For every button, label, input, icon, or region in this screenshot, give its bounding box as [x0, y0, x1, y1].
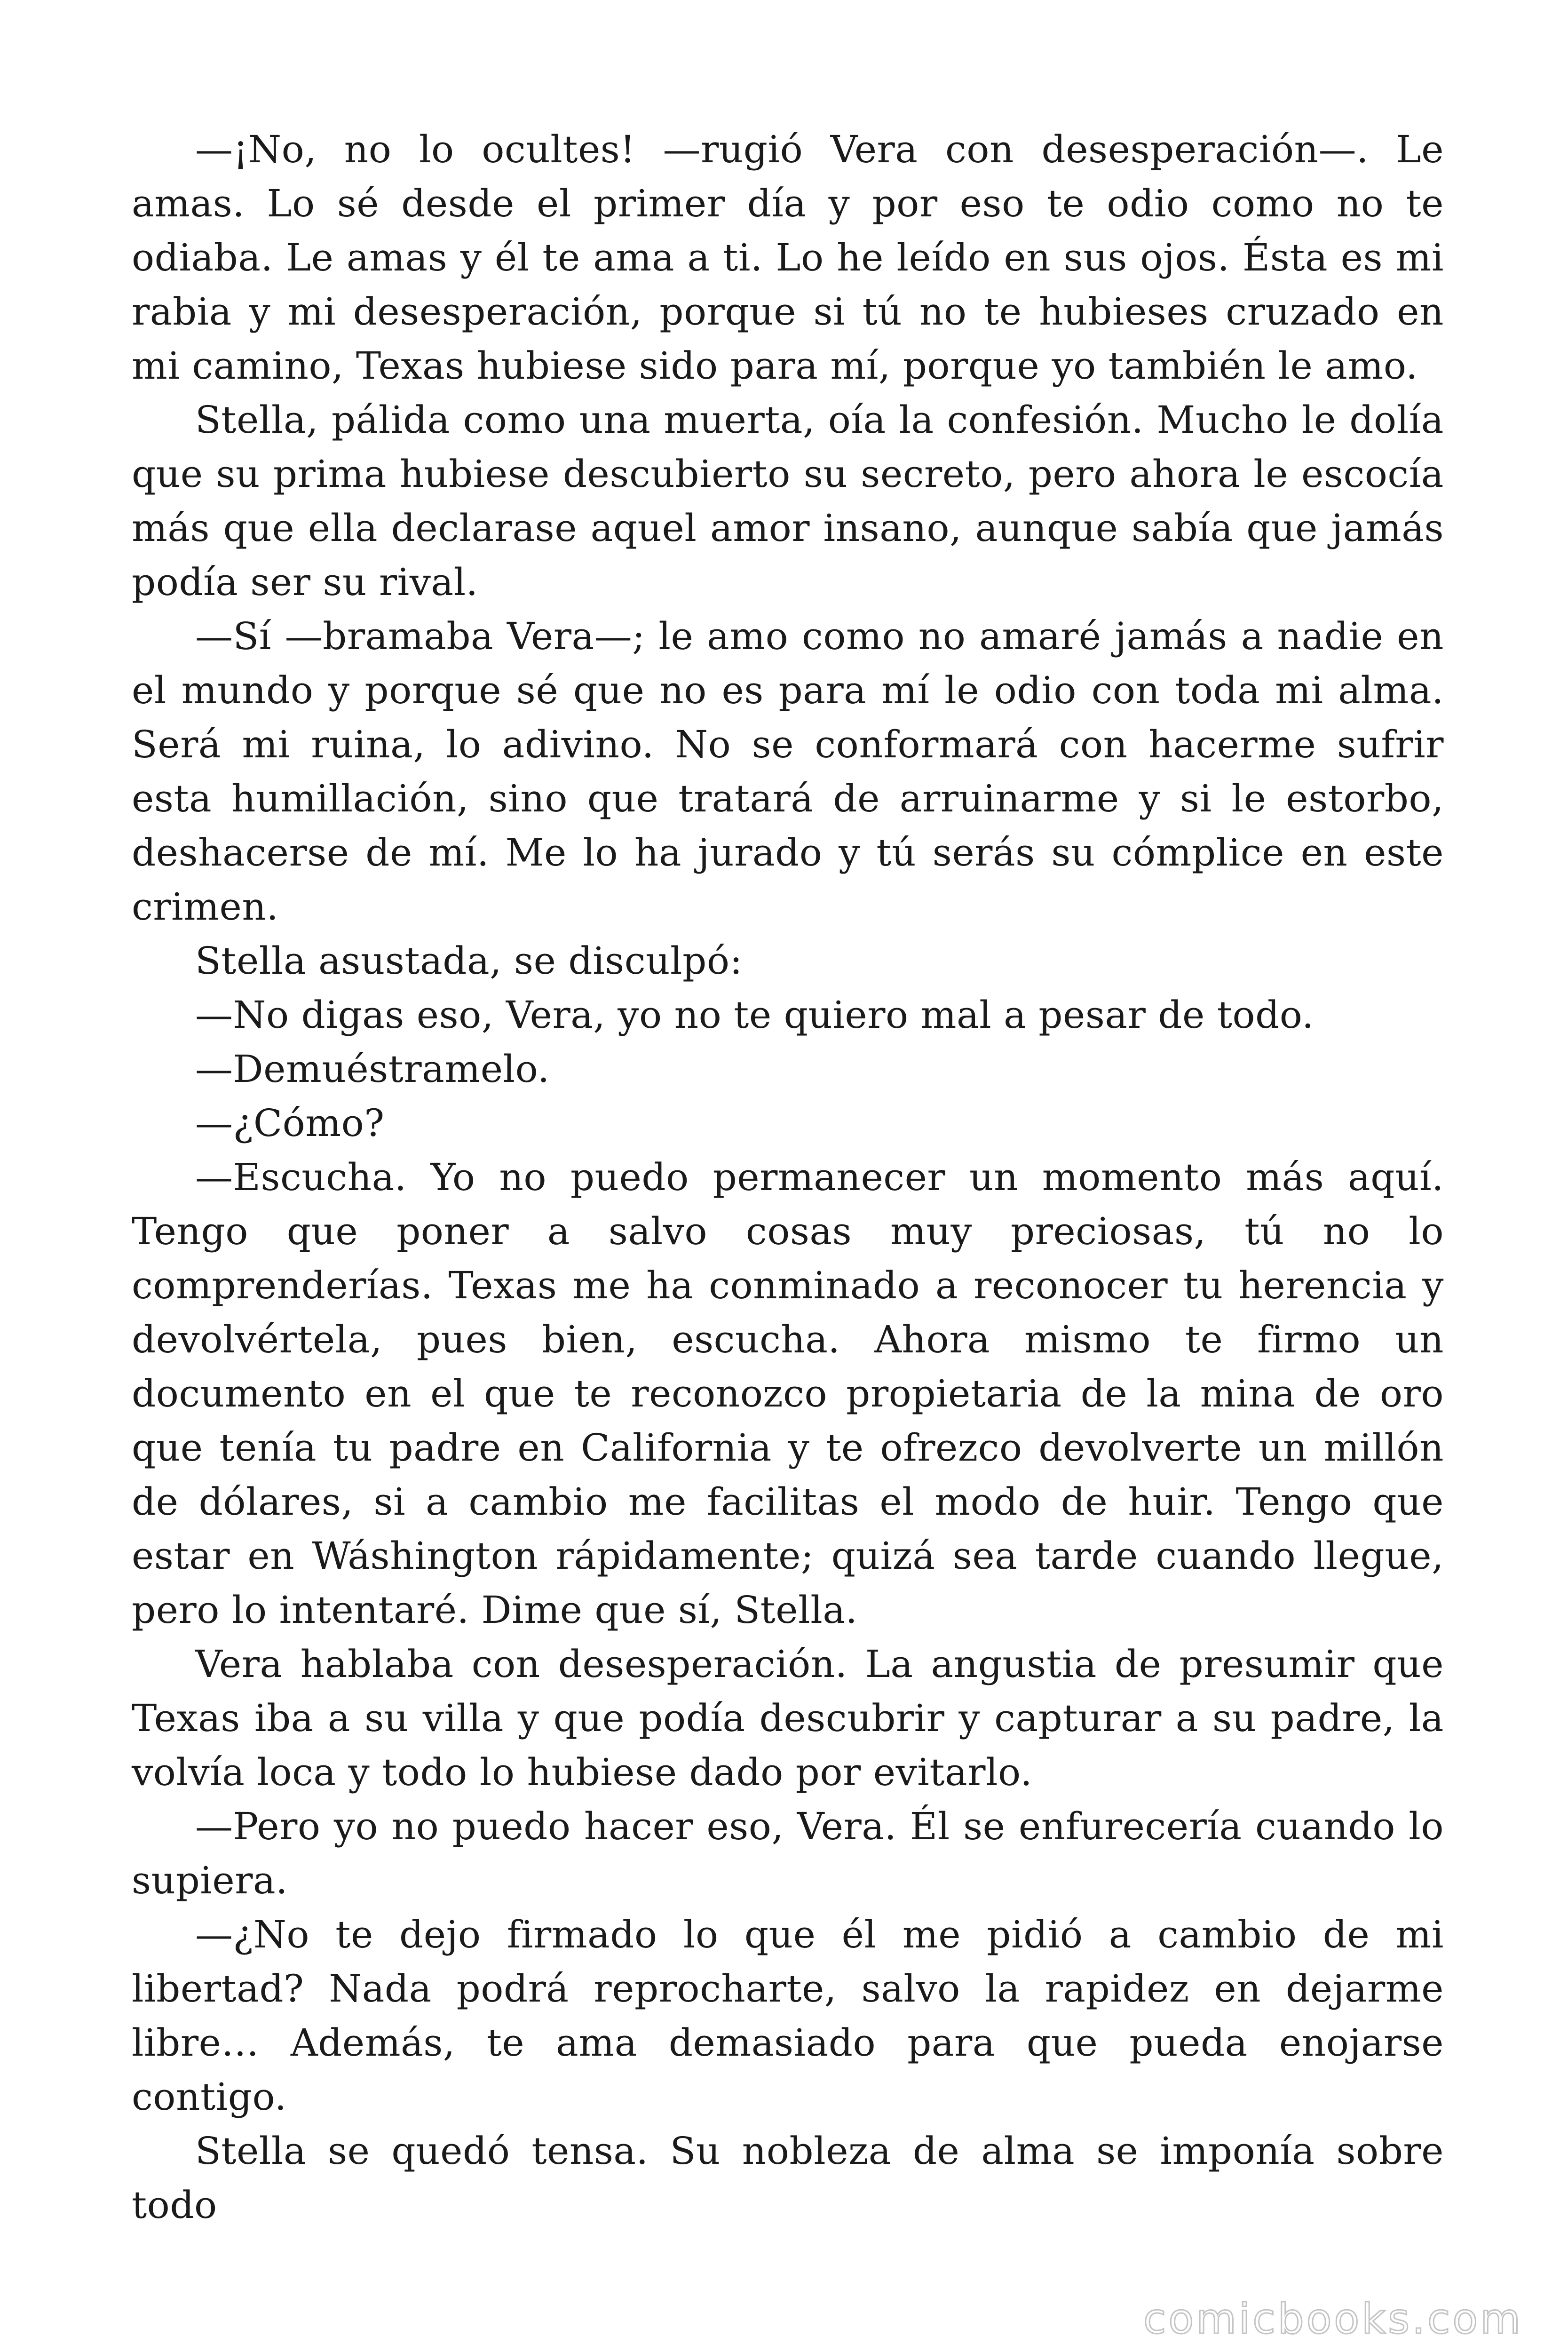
paragraph: —Sí —bramaba Vera—; le amo como no amaré jamás a nadie en el mundo y porque sé que no es para mí le odio con toda mi alma. Será mi ruina, lo adivino. No se conformará con hacerme sufrir esta humillación, sino que tratará de arruinarme y si le estorbo, deshacerse de mí. Me lo ha jurado y tú serás su cómplice en este crimen.	[132, 614, 1444, 929]
paragraph: —¿Cómo?	[195, 1101, 385, 1145]
paragraph: Vera hablaba con desesperación. La angustia de presumir que Texas iba a su villa y que podía descubrir y capturar a su padre, la volvía loca y todo lo hubiese dado por evitarlo.	[132, 1642, 1444, 1794]
paragraph: Stella, pálida como una muerta, oía la confesión. Mucho le dolía que su prima hubiese descubierto su secreto, pero ahora le escocía más que ella declarase aquel amor insano, aunque sabía que jamás podía ser su rival.	[132, 398, 1444, 604]
paragraph: Stella se quedó tensa. Su nobleza de alma se imponía sobre todo	[132, 2129, 1444, 2227]
paragraph: —Demuéstramelo.	[195, 1047, 550, 1091]
paragraph: —¡No, no lo ocultes! —rugió Vera con desesperación—. Le amas. Lo sé desde el primer día y por eso te odio como no te odiaba. Le amas y él te ama a ti. Lo he leído en sus ojos. Ésta es mi rabia y mi desesperación, porque si tú no te hubieses cruzado en mi camino, Texas hubiese sido para mí, porque yo también le amo.	[132, 127, 1444, 388]
paragraph: Stella asustada, se disculpó:	[195, 939, 743, 983]
paragraph: —Escucha. Yo no puedo permanecer un momento más aquí. Tengo que poner a salvo cosas muy preciosas, tú no lo comprenderías. Texas me ha conminado a reconocer tu herencia y devolvértela, pues bien, escucha. Ahora mismo te firmo un documento en el que te reconozco propietaria de la mina de oro que tenía tu padre en California y te ofrezco devolverte un millón de dólares, si a cambio me facilitas el modo de huir. Tengo que estar en Wáshington rápidamente; quizá sea tarde cuando llegue, pero lo intentaré. Dime que sí, Stella.	[132, 1155, 1444, 1632]
paragraph: —Pero yo no puedo hacer eso, Vera. Él se enfurecería cuando lo supiera.	[132, 1804, 1444, 1902]
body-text	[132, 122, 1444, 2232]
paragraph: —No digas eso, Vera, yo no te quiero mal a pesar de todo.	[195, 993, 1314, 1037]
watermark: comicbooks.com	[1143, 2295, 1523, 2343]
paragraph: —¿No te dejo firmado lo que él me pidió a cambio de mi libertad? Nada podrá reprocharte, salvo la rapidez en dejarme libre… Además, te ama demasiado para que pueda enojarse contigo.	[132, 1913, 1444, 2119]
